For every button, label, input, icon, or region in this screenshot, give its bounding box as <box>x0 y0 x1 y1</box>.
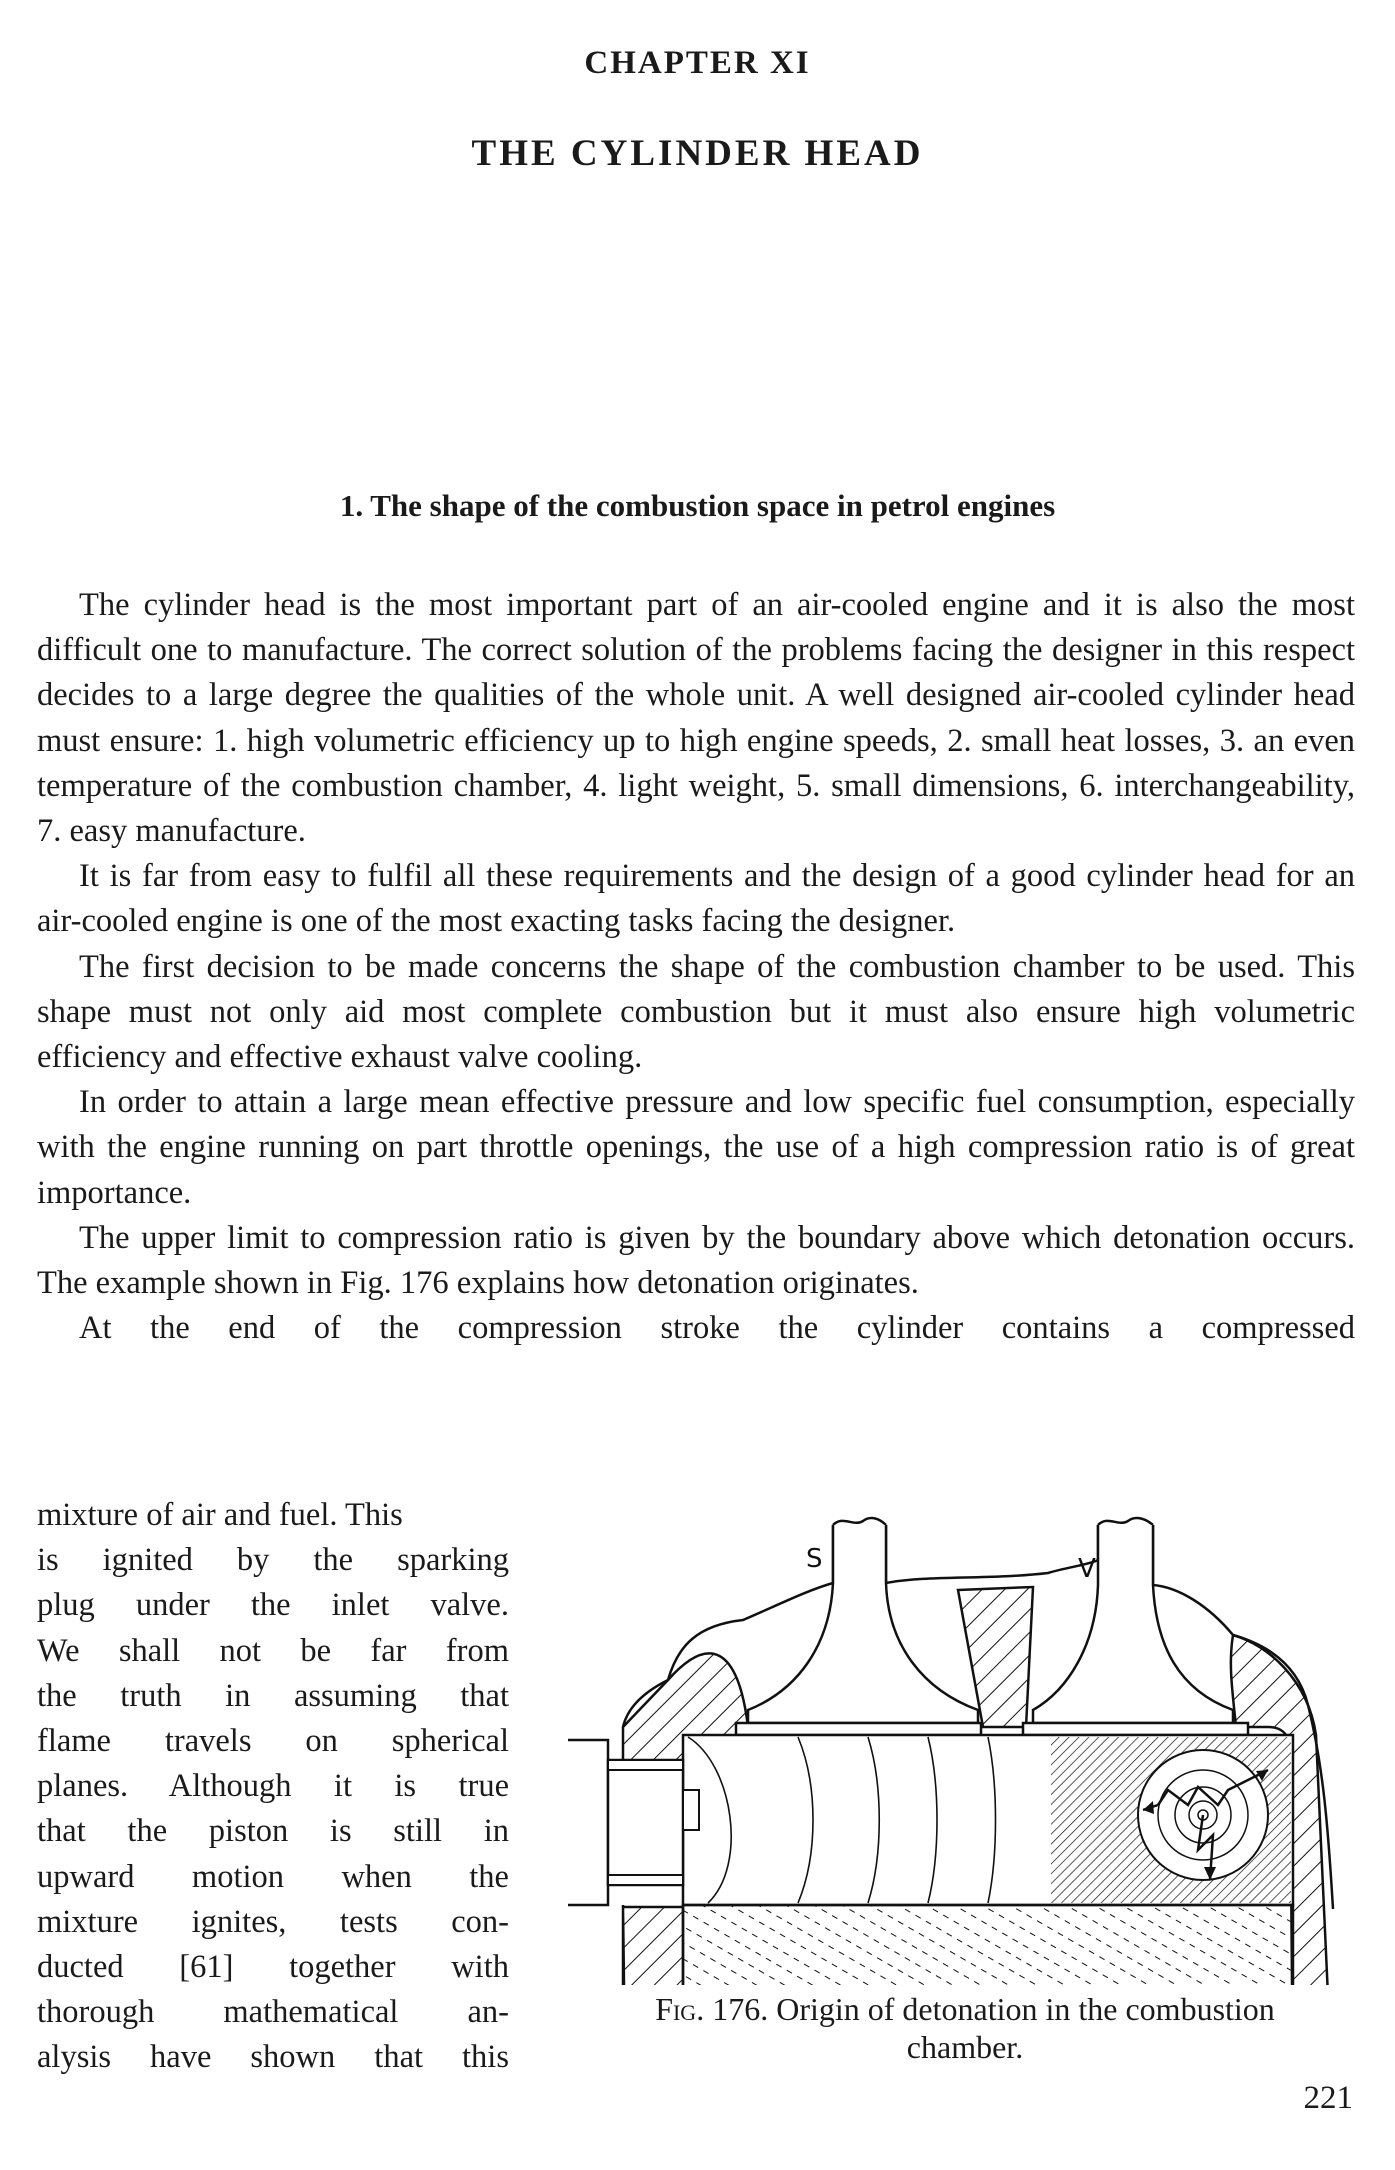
text-line: is ignited by the sparking <box>37 1542 509 1579</box>
cylinder-head-diagram <box>568 1505 1358 1985</box>
text-line: plug under the inlet valve. <box>37 1587 509 1624</box>
text-line: thorough mathematical an- <box>37 1994 509 2031</box>
text-line: the truth in assuming that <box>37 1677 509 1714</box>
text-line: alysis have shown that this <box>37 2039 509 2076</box>
caption-line-1 <box>565 1990 1365 2028</box>
narrow-column-text <box>37 1493 509 2081</box>
paragraph: The upper limit to compression ratio is given by the boundary above which detonation occurs. The example shown in Fig. 176 explains how detonation originates. <box>37 1219 1355 1302</box>
text-line: upward motion when the <box>37 1858 509 1895</box>
inlet-valve <box>748 1525 978 1723</box>
exhaust-valve-label: V <box>1078 1554 1096 1584</box>
text-line: that the piston is still in <box>37 1813 509 1850</box>
caption-text: Origin of detonation in the combustion <box>776 1991 1275 2027</box>
text-line: flame travels on spherical <box>37 1723 509 1760</box>
exhaust-valve <box>1033 1525 1233 1723</box>
text-line: ducted [61] together with <box>37 1949 509 1986</box>
figure-number: Fig. 176. <box>655 1991 769 2027</box>
text-line: We shall not be far from <box>37 1632 509 1669</box>
caption-line-2: chamber. <box>906 2029 1024 2065</box>
page-number: 221 <box>1303 2080 1353 2116</box>
text-line: mixture ignites, tests con- <box>37 1903 509 1940</box>
chapter-number: CHAPTER XI <box>584 45 811 81</box>
piston <box>683 1905 1293 1985</box>
paragraph: The cylinder head is the most important part of an air-cooled engine and it is also the most difficult one to manufacture. The correct solution of the problems facing the designer in this respect decides to a large degree the qualities of the whole unit. A well designed air-cooled cylinder head must ensure: 1. high volumetric efficiency up to high engine speeds, 2. small heat losses, 3. an even temperature of the combustion chamber, 4. light weight, 5. small dimensions, 6. interchangeability, 7. easy manufacture. <box>37 587 1355 850</box>
body-text <box>37 583 1355 1351</box>
chapter-title: THE CYLINDER HEAD <box>471 133 924 174</box>
paragraph: At the end of the compression stroke the cylinder contains a compressed <box>79 1310 1355 1347</box>
cylinder-wall-left <box>623 1905 683 1985</box>
text-line: planes. Although it is true <box>37 1768 509 1805</box>
spark-plug <box>568 1740 699 1905</box>
figure-caption <box>565 1990 1365 2066</box>
text-line: mixture of air and fuel. This <box>37 1497 403 1533</box>
paragraph: It is far from easy to fulfil all these requirements and the design of a good cylinder head for an air-cooled engine is one of the most exacting tasks facing the designer. <box>37 858 1355 940</box>
paragraph: In order to attain a large mean effective pressure and low specific fuel consumption, especially with the engine running on part throttle openings, the use of a high compression ratio is of great importance. <box>37 1084 1355 1211</box>
paragraph: The first decision to be made concerns the shape of the combustion chamber to be used. This shape must not only aid most complete combustion but it must also ensure high volumetric efficiency and effective exhaust valve cooling. <box>37 948 1355 1076</box>
inlet-valve-label: S <box>806 1544 823 1574</box>
section-heading: 1. The shape of the combustion space in petrol engines <box>339 488 1056 523</box>
